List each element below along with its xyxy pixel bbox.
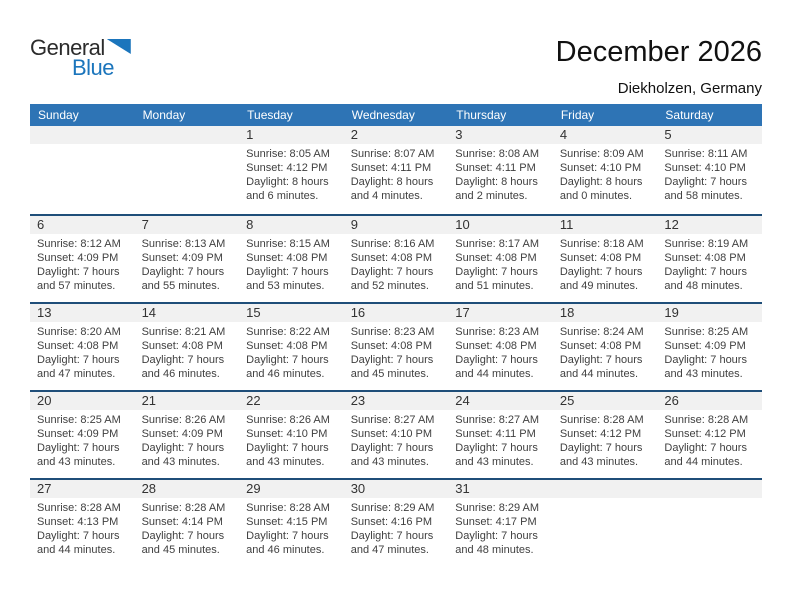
sunset-text: Sunset: 4:08 PM [246, 340, 328, 352]
daylight-hours-text: Daylight: 7 hours [246, 354, 329, 366]
day-details [448, 498, 553, 557]
day-details [344, 322, 449, 381]
calendar-cell-day-24 [448, 392, 553, 478]
daylight-minutes-text: and 43 minutes. [664, 368, 743, 380]
sunrise-text: Sunrise: 8:16 AM [350, 238, 435, 250]
sunrise-text: Sunrise: 8:28 AM [246, 502, 330, 514]
daylight-minutes-text: and 2 minutes. [455, 190, 528, 202]
weekday-header-saturday: Saturday [665, 108, 714, 122]
day-number: 26 [657, 392, 762, 410]
daylight-minutes-text: and 46 minutes. [141, 368, 220, 380]
day-details [135, 234, 240, 293]
day-details [553, 234, 658, 293]
daylight-minutes-text: and 45 minutes. [141, 544, 220, 556]
daylight-minutes-text: and 48 minutes. [455, 544, 534, 556]
day-details [344, 498, 449, 557]
day-number: 16 [344, 304, 449, 322]
day-number [30, 126, 135, 144]
day-details [239, 498, 344, 557]
calendar-cell-day-12 [657, 216, 762, 302]
daylight-hours-text: Daylight: 7 hours [350, 266, 434, 278]
daylight-hours-text: Daylight: 7 hours [141, 354, 225, 366]
weekday-header-row [30, 104, 762, 126]
daylight-hours-text: Daylight: 7 hours [664, 442, 747, 454]
logo-text-general: General [30, 35, 105, 60]
day-details [657, 322, 762, 381]
sunrise-text: Sunrise: 8:13 AM [141, 238, 226, 250]
day-number: 25 [553, 392, 658, 410]
day-details [344, 410, 449, 469]
calendar-cell-day-7 [135, 216, 240, 302]
daylight-minutes-text: and 0 minutes. [559, 190, 632, 202]
daylight-hours-text: Daylight: 7 hours [37, 530, 120, 542]
daylight-minutes-text: and 44 minutes. [559, 368, 639, 380]
daylight-minutes-text: and 52 minutes. [350, 280, 429, 292]
sunrise-text: Sunrise: 8:26 AM [246, 414, 330, 426]
calendar-cell-day-23 [344, 392, 449, 478]
day-number [553, 480, 658, 498]
daylight-hours-text: Daylight: 7 hours [246, 530, 329, 542]
sunrise-text: Sunrise: 8:17 AM [455, 238, 540, 250]
daylight-minutes-text: and 43 minutes. [350, 456, 429, 468]
day-number: 5 [657, 126, 762, 144]
day-details [239, 410, 344, 469]
header-titles [556, 36, 762, 97]
day-details [657, 234, 762, 293]
day-number: 12 [657, 216, 762, 234]
sunset-text: Sunset: 4:11 PM [455, 428, 536, 440]
day-details [553, 410, 658, 469]
day-details [657, 144, 762, 203]
day-details [239, 322, 344, 381]
logo-text-blue: Blue [72, 55, 115, 80]
day-number: 28 [135, 480, 240, 498]
sunset-text: Sunset: 4:08 PM [350, 340, 433, 352]
daylight-hours-text: Daylight: 7 hours [350, 354, 434, 366]
weekday-header-sunday: Sunday [38, 108, 79, 122]
sunrise-text: Sunrise: 8:25 AM [664, 326, 749, 338]
sunset-text: Sunset: 4:12 PM [559, 428, 642, 440]
weekday-header-thursday: Thursday [456, 108, 507, 122]
calendar-cell-day-29 [239, 480, 344, 566]
daylight-hours-text: Daylight: 7 hours [455, 530, 538, 542]
sunset-text: Sunset: 4:10 PM [559, 162, 642, 174]
daylight-hours-text: Daylight: 7 hours [455, 442, 538, 454]
calendar-cell-day-4 [553, 126, 658, 214]
daylight-hours-text: Daylight: 7 hours [559, 354, 643, 366]
sunset-text: Sunset: 4:08 PM [350, 252, 433, 264]
day-details [30, 498, 135, 557]
daylight-hours-text: Daylight: 8 hours [246, 176, 329, 188]
day-number: 31 [448, 480, 553, 498]
week-row-1 [30, 126, 762, 214]
sunset-text: Sunset: 4:15 PM [246, 516, 328, 528]
sunrise-text: Sunrise: 8:26 AM [141, 414, 226, 426]
calendar-cell-day-11 [553, 216, 658, 302]
calendar-cell-day-14 [135, 304, 240, 390]
weekday-header-monday: Monday [142, 108, 186, 122]
sunset-text: Sunset: 4:13 PM [37, 516, 119, 528]
calendar-cell-day-8 [239, 216, 344, 302]
calendar-cell-day-31 [448, 480, 553, 566]
daylight-minutes-text: and 4 minutes. [350, 190, 423, 202]
daylight-minutes-text: and 43 minutes. [455, 456, 534, 468]
daylight-hours-text: Daylight: 7 hours [350, 442, 434, 454]
calendar-cell-empty [30, 126, 135, 214]
daylight-hours-text: Daylight: 7 hours [350, 530, 434, 542]
day-number: 9 [344, 216, 449, 234]
sunset-text: Sunset: 4:08 PM [455, 340, 537, 352]
daylight-minutes-text: and 47 minutes. [37, 368, 116, 380]
sunrise-text: Sunrise: 8:22 AM [246, 326, 330, 338]
day-details [448, 322, 553, 381]
weekday-header-wednesday: Wednesday [351, 108, 415, 122]
sunset-text: Sunset: 4:09 PM [664, 340, 746, 352]
day-number: 24 [448, 392, 553, 410]
daylight-hours-text: Daylight: 8 hours [455, 176, 538, 188]
daylight-hours-text: Daylight: 8 hours [559, 176, 643, 188]
sunrise-text: Sunrise: 8:27 AM [455, 414, 540, 426]
day-details [553, 144, 658, 203]
calendar-cell-day-10 [448, 216, 553, 302]
daylight-hours-text: Daylight: 8 hours [350, 176, 434, 188]
sunset-text: Sunset: 4:09 PM [141, 428, 223, 440]
sunrise-text: Sunrise: 8:20 AM [37, 326, 121, 338]
daylight-hours-text: Daylight: 7 hours [141, 442, 225, 454]
day-number: 27 [30, 480, 135, 498]
daylight-minutes-text: and 43 minutes. [37, 456, 116, 468]
sunset-text: Sunset: 4:08 PM [141, 340, 223, 352]
day-number [657, 480, 762, 498]
week-row-2 [30, 214, 762, 302]
calendar-cell-day-6 [30, 216, 135, 302]
daylight-hours-text: Daylight: 7 hours [455, 354, 538, 366]
day-details [135, 498, 240, 557]
sunrise-text: Sunrise: 8:07 AM [350, 148, 435, 160]
calendar-cell-day-9 [344, 216, 449, 302]
day-number: 7 [135, 216, 240, 234]
day-details [344, 144, 449, 203]
calendar-cell-day-1 [239, 126, 344, 214]
daylight-minutes-text: and 57 minutes. [37, 280, 116, 292]
daylight-minutes-text: and 53 minutes. [246, 280, 325, 292]
day-details [553, 322, 658, 381]
calendar-cell-day-22 [239, 392, 344, 478]
calendar-cell-empty [135, 126, 240, 214]
sunset-text: Sunset: 4:09 PM [37, 428, 119, 440]
day-number: 21 [135, 392, 240, 410]
sunrise-text: Sunrise: 8:11 AM [664, 148, 748, 160]
sunset-text: Sunset: 4:17 PM [455, 516, 537, 528]
daylight-minutes-text: and 44 minutes. [37, 544, 116, 556]
sunrise-text: Sunrise: 8:28 AM [141, 502, 226, 514]
daylight-hours-text: Daylight: 7 hours [455, 266, 538, 278]
daylight-hours-text: Daylight: 7 hours [559, 266, 643, 278]
daylight-minutes-text: and 45 minutes. [350, 368, 429, 380]
sunrise-text: Sunrise: 8:05 AM [246, 148, 330, 160]
day-number: 11 [553, 216, 658, 234]
calendar-cell-day-5 [657, 126, 762, 214]
daylight-minutes-text: and 51 minutes. [455, 280, 534, 292]
sunset-text: Sunset: 4:08 PM [559, 252, 642, 264]
sunset-text: Sunset: 4:08 PM [559, 340, 642, 352]
calendar-cell-day-26 [657, 392, 762, 478]
daylight-hours-text: Daylight: 7 hours [141, 266, 225, 278]
sunset-text: Sunset: 4:08 PM [664, 252, 746, 264]
day-number [135, 126, 240, 144]
daylight-minutes-text: and 43 minutes. [141, 456, 220, 468]
day-number: 19 [657, 304, 762, 322]
sunset-text: Sunset: 4:09 PM [141, 252, 223, 264]
sunrise-text: Sunrise: 8:23 AM [455, 326, 540, 338]
daylight-hours-text: Daylight: 7 hours [37, 442, 120, 454]
calendar-cell-day-3 [448, 126, 553, 214]
sunset-text: Sunset: 4:10 PM [350, 428, 433, 440]
sunset-text: Sunset: 4:10 PM [664, 162, 746, 174]
day-number: 15 [239, 304, 344, 322]
calendar-cell-day-13 [30, 304, 135, 390]
logo-triangle-icon [107, 39, 131, 54]
sunrise-text: Sunrise: 8:25 AM [37, 414, 121, 426]
calendar-cell-day-27 [30, 480, 135, 566]
calendar-cell-empty [553, 480, 658, 566]
sunrise-text: Sunrise: 8:15 AM [246, 238, 330, 250]
daylight-hours-text: Daylight: 7 hours [664, 266, 747, 278]
daylight-minutes-text: and 6 minutes. [246, 190, 319, 202]
sunrise-text: Sunrise: 8:21 AM [141, 326, 226, 338]
month-title: December 2026 [555, 36, 762, 68]
daylight-hours-text: Daylight: 7 hours [246, 442, 329, 454]
week-row-3 [30, 302, 762, 390]
calendar-cell-day-19 [657, 304, 762, 390]
daylight-hours-text: Daylight: 7 hours [37, 354, 120, 366]
day-number: 17 [448, 304, 553, 322]
day-number: 13 [30, 304, 135, 322]
daylight-hours-text: Daylight: 7 hours [141, 530, 225, 542]
sunrise-text: Sunrise: 8:09 AM [559, 148, 644, 160]
sunrise-text: Sunrise: 8:28 AM [664, 414, 749, 426]
day-number: 29 [239, 480, 344, 498]
daylight-hours-text: Daylight: 7 hours [664, 354, 747, 366]
day-details [344, 234, 449, 293]
daylight-hours-text: Daylight: 7 hours [559, 442, 643, 454]
sunrise-text: Sunrise: 8:28 AM [559, 414, 644, 426]
calendar-table [30, 104, 762, 566]
sunrise-text: Sunrise: 8:28 AM [37, 502, 121, 514]
sunset-text: Sunset: 4:14 PM [141, 516, 223, 528]
sunrise-text: Sunrise: 8:12 AM [37, 238, 121, 250]
day-number: 22 [239, 392, 344, 410]
day-number: 6 [30, 216, 135, 234]
weeks-container [30, 126, 762, 566]
daylight-minutes-text: and 44 minutes. [455, 368, 534, 380]
daylight-minutes-text: and 49 minutes. [559, 280, 639, 292]
daylight-minutes-text: and 46 minutes. [246, 368, 325, 380]
daylight-minutes-text: and 47 minutes. [350, 544, 429, 556]
daylight-minutes-text: and 58 minutes. [664, 190, 743, 202]
sunrise-text: Sunrise: 8:08 AM [455, 148, 540, 160]
calendar-cell-day-20 [30, 392, 135, 478]
daylight-minutes-text: and 43 minutes. [246, 456, 325, 468]
day-number: 8 [239, 216, 344, 234]
sunrise-text: Sunrise: 8:29 AM [350, 502, 435, 514]
calendar-cell-day-30 [344, 480, 449, 566]
day-number: 18 [553, 304, 658, 322]
sunset-text: Sunset: 4:09 PM [37, 252, 119, 264]
sunrise-text: Sunrise: 8:18 AM [559, 238, 644, 250]
daylight-minutes-text: and 46 minutes. [246, 544, 325, 556]
sunrise-text: Sunrise: 8:27 AM [350, 414, 435, 426]
day-details [30, 234, 135, 293]
sunset-text: Sunset: 4:08 PM [246, 252, 328, 264]
day-number: 2 [344, 126, 449, 144]
calendar-cell-day-28 [135, 480, 240, 566]
day-details [657, 410, 762, 469]
daylight-minutes-text: and 55 minutes. [141, 280, 220, 292]
calendar-cell-day-17 [448, 304, 553, 390]
weekday-header-tuesday: Tuesday [247, 108, 293, 122]
day-details [135, 410, 240, 469]
day-details [448, 144, 553, 203]
sunset-text: Sunset: 4:08 PM [37, 340, 119, 352]
day-number: 20 [30, 392, 135, 410]
day-number: 10 [448, 216, 553, 234]
day-details [30, 410, 135, 469]
day-number: 3 [448, 126, 553, 144]
day-details [135, 322, 240, 381]
location-subtitle: Diekholzen, Germany [617, 80, 762, 97]
day-details [448, 234, 553, 293]
day-details [448, 410, 553, 469]
day-number: 4 [553, 126, 658, 144]
sunrise-text: Sunrise: 8:29 AM [455, 502, 540, 514]
day-number: 23 [344, 392, 449, 410]
sunset-text: Sunset: 4:11 PM [350, 162, 432, 174]
calendar-cell-day-21 [135, 392, 240, 478]
daylight-minutes-text: and 44 minutes. [664, 456, 743, 468]
day-number: 14 [135, 304, 240, 322]
calendar-cell-day-25 [553, 392, 658, 478]
day-number: 30 [344, 480, 449, 498]
sunset-text: Sunset: 4:16 PM [350, 516, 433, 528]
sunrise-text: Sunrise: 8:24 AM [559, 326, 644, 338]
calendar-cell-day-2 [344, 126, 449, 214]
sunset-text: Sunset: 4:08 PM [455, 252, 537, 264]
daylight-minutes-text: and 48 minutes. [664, 280, 743, 292]
calendar-cell-day-16 [344, 304, 449, 390]
calendar-cell-day-15 [239, 304, 344, 390]
daylight-hours-text: Daylight: 7 hours [246, 266, 329, 278]
sunset-text: Sunset: 4:12 PM [246, 162, 328, 174]
calendar-cell-empty [657, 480, 762, 566]
week-row-4 [30, 390, 762, 478]
general-blue-logo [30, 37, 131, 79]
day-number: 1 [239, 126, 344, 144]
sunrise-text: Sunrise: 8:19 AM [664, 238, 749, 250]
sunset-text: Sunset: 4:11 PM [455, 162, 536, 174]
sunset-text: Sunset: 4:10 PM [246, 428, 328, 440]
day-details [239, 234, 344, 293]
calendar-cell-day-18 [553, 304, 658, 390]
sunset-text: Sunset: 4:12 PM [664, 428, 746, 440]
weekday-header-friday: Friday [560, 108, 595, 122]
day-details [30, 322, 135, 381]
daylight-minutes-text: and 43 minutes. [559, 456, 639, 468]
week-row-5 [30, 478, 762, 566]
day-details [239, 144, 344, 203]
sunrise-text: Sunrise: 8:23 AM [350, 326, 435, 338]
daylight-hours-text: Daylight: 7 hours [37, 266, 120, 278]
daylight-hours-text: Daylight: 7 hours [664, 176, 747, 188]
